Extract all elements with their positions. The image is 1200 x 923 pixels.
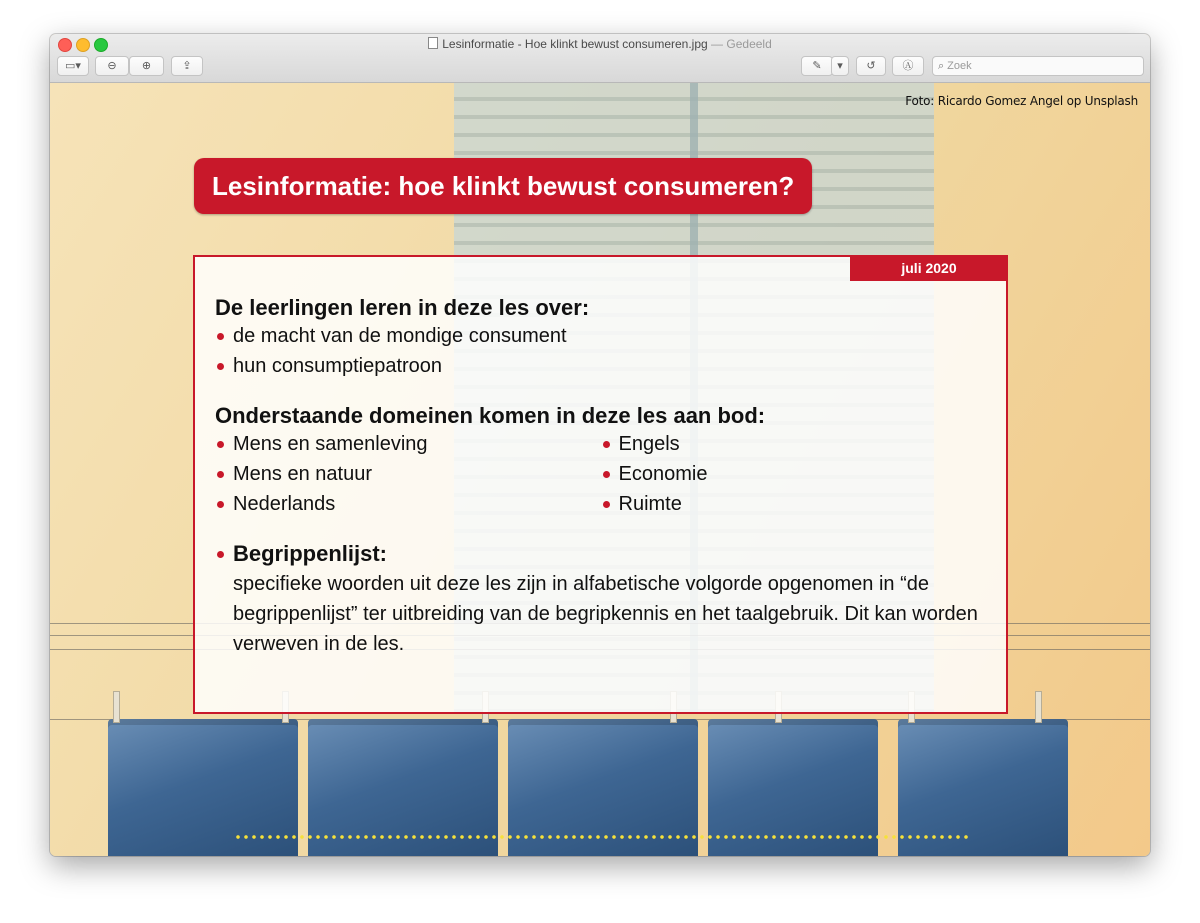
markup-button[interactable]: ✎ xyxy=(801,56,833,76)
domains-list xyxy=(215,429,986,519)
search-icon: ⌕ xyxy=(938,60,945,72)
search-placeholder: Zoek xyxy=(947,60,972,72)
learning-goal-item: hun consumptiepatroon xyxy=(215,351,986,381)
learning-goals-heading: De leerlingen leren in deze les over: xyxy=(215,295,590,320)
dotted-line-decoration xyxy=(234,835,969,839)
annotate-button[interactable]: Ⓐ xyxy=(892,56,924,76)
zoom-in-button[interactable]: ⊕ xyxy=(129,56,164,76)
domain-item: Mens en samenleving xyxy=(215,429,601,459)
domain-item: Engels xyxy=(601,429,987,459)
window-title-text: Lesinformatie - Hoe klinkt bewust consumeren.jpg xyxy=(442,37,708,51)
domain-item: Ruimte xyxy=(601,489,987,519)
clothespin xyxy=(1035,691,1042,723)
domains-heading: Onderstaande domeinen komen in deze les aan bod: xyxy=(215,403,766,428)
preview-window xyxy=(50,34,1150,856)
photo-credit: Foto: Ricardo Gomez Angel op Unsplash xyxy=(905,94,1138,108)
shared-label: — Gedeeld xyxy=(711,37,772,51)
date-tag: juli 2020 xyxy=(850,255,1008,281)
glossary-heading: Begrippenlijst: xyxy=(215,539,986,569)
image-canvas xyxy=(50,83,1150,856)
titlebar xyxy=(50,34,1150,83)
domain-item: Mens en natuur xyxy=(215,459,601,489)
search-field[interactable] xyxy=(932,56,1144,76)
zoom-out-button[interactable]: ⊖ xyxy=(95,56,129,76)
glossary-text: specifieke woorden uit deze les zijn in alfabetische volgorde opgenomen in “de begrippenlijst” ter uitbreiding van de begripkennis en het taalgebruik. Dit kan worden verweven in de les. xyxy=(233,573,978,655)
domain-item: Economie xyxy=(601,459,987,489)
learning-goal-item: de macht van de mondige consument xyxy=(215,321,986,351)
markup-menu-button[interactable]: ▾ xyxy=(831,56,849,76)
rotate-button[interactable]: ↺ xyxy=(856,56,886,76)
window-title xyxy=(50,37,1150,51)
domain-item: Nederlands xyxy=(215,489,601,519)
lesson-info-card xyxy=(193,255,1008,714)
document-icon xyxy=(428,37,438,49)
clothespin xyxy=(113,691,120,723)
lesson-title-banner: Lesinformatie: hoe klinkt bewust consumeren? xyxy=(194,158,812,214)
share-button[interactable]: ⇪ xyxy=(171,56,203,76)
sidebar-toggle-button[interactable]: ▭▾ xyxy=(57,56,89,76)
